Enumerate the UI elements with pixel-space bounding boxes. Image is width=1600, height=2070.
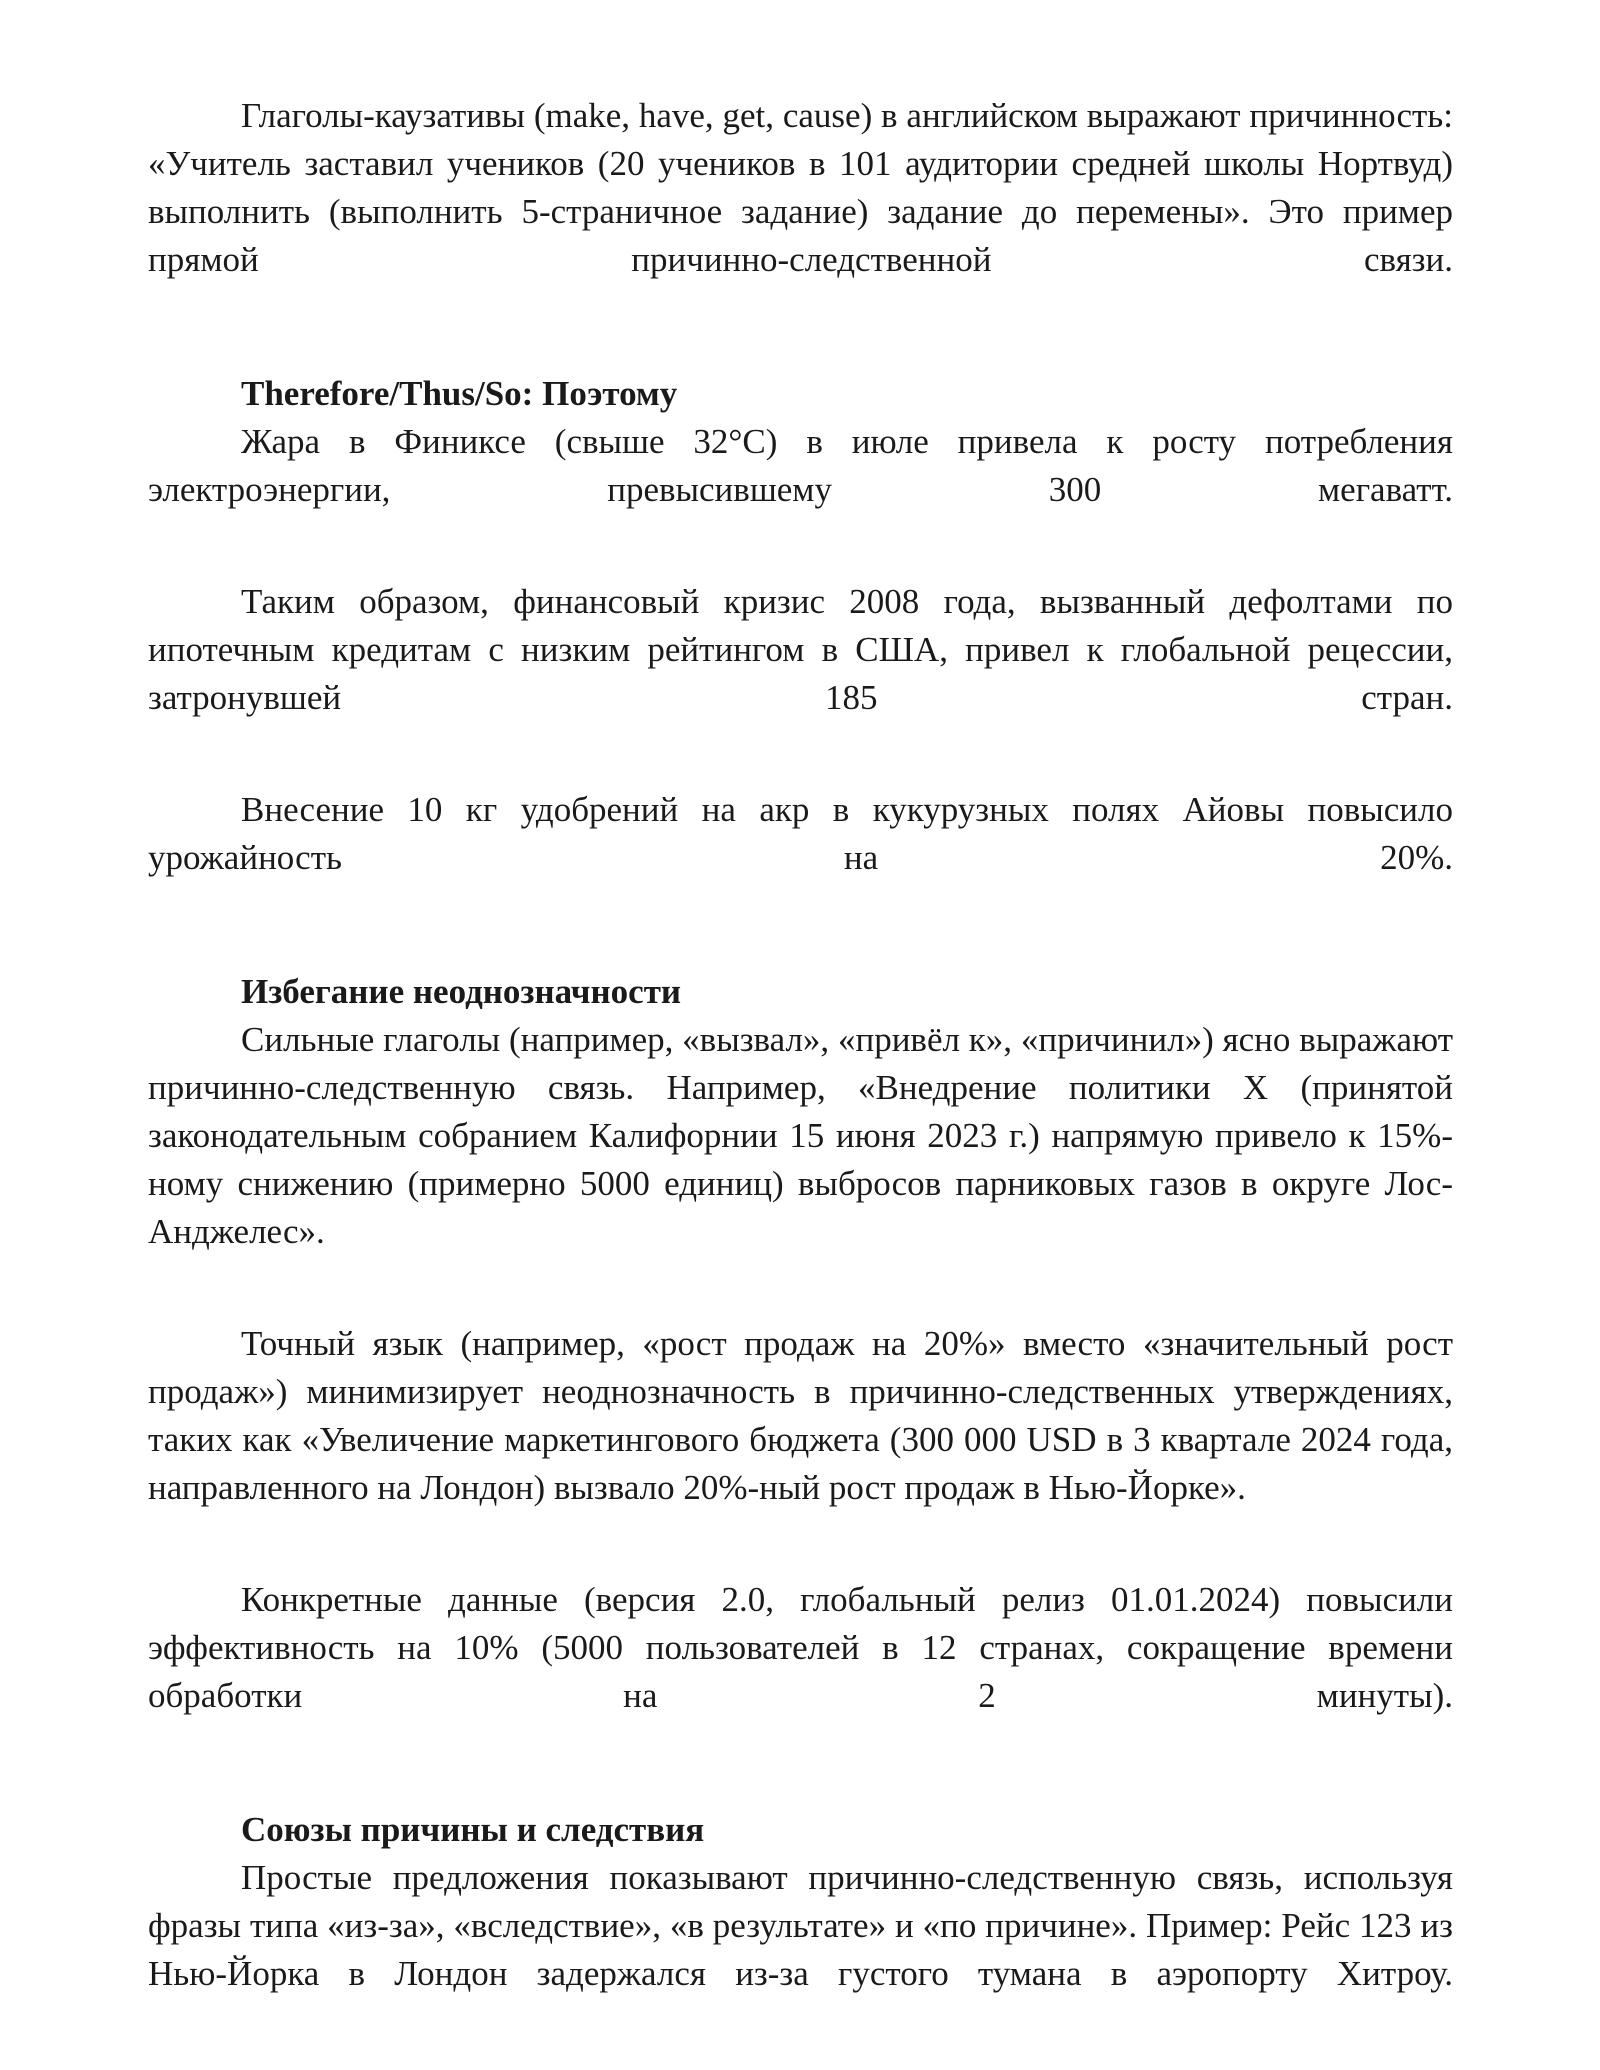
spacer: [148, 1720, 1453, 1806]
spacer: [148, 514, 1453, 578]
document-page: [148, 92, 1453, 1998]
spacer: [148, 1512, 1453, 1576]
spacer: [148, 1256, 1453, 1320]
heading-avoiding-ambiguity: Избегание неоднозначности: [241, 972, 682, 1011]
spacer: [148, 284, 1453, 370]
paragraph-financial-crisis: Таким образом, финансовый кризис 2008 года, вызванный дефолтами по ипотечным кредитам с низким рейтингом в США, привел к глобальной рецессии, затронувшей 185 стран.: [148, 582, 1453, 717]
paragraph-simple-sentences: Простые предложения показывают причинно-следственную связь, используя фразы типа «из-за», «вследствие», «в результате» и «по причине». Пример: Рейс 123 из Нью-Йорка в Лондон задержался из-за густого тумана в аэропорту Хитроу.: [148, 1858, 1453, 1993]
heading-therefore: Therefore/Thus/So: Поэтому: [241, 374, 678, 413]
spacer: [148, 722, 1453, 786]
paragraph-phoenix-heat: Жара в Финиксе (свыше 32°C) в июле привела к росту потребления электроэнергии, превысившему 300 мегаватт.: [148, 422, 1453, 509]
paragraph-precise-language: Точный язык (например, «рост продаж на 20%» вместо «значительный рост продаж») минимизирует неоднозначность в причинно-следственных утверждениях, таких как «Увеличение маркетингового бюджета (300 000 USD в 3 квартале 2024 года, направленного на Лондон) вызвало 20%-ный рост продаж в Нью-Йорке».: [148, 1324, 1453, 1507]
paragraph-causative-verbs: Глаголы-каузативы (make, have, get, cause) в английском выражают причинность: «Учитель заставил учеников (20 учеников в 101 аудитории средней школы Нортвуд) выполнить (выполнить 5-страничное задание) задание до перемены». Это пример прямой причинно-следственной связи.: [148, 96, 1453, 279]
paragraph-strong-verbs: Сильные глаголы (например, «вызвал», «привёл к», «причинил») ясно выражают причинно-следственную связь. Например, «Внедрение политики X (принятой законодательным собранием Калифорнии 15 июня 2023 г.) напрямую привело к 15%-ному снижению (примерно 5000 единиц) выбросов парниковых газов в округе Лос-Анджелес».: [148, 1020, 1453, 1251]
heading-cause-effect-conjunctions: Союзы причины и следствия: [241, 1810, 705, 1849]
paragraph-concrete-data: Конкретные данные (версия 2.0, глобальный релиз 01.01.2024) повысили эффективность на 10% (5000 пользователей в 12 странах, сокращение времени обработки на 2 минуты).: [148, 1580, 1453, 1715]
spacer: [148, 882, 1453, 968]
paragraph-fertilizer: Внесение 10 кг удобрений на акр в кукурузных полях Айовы повысило урожайность на 20%.: [148, 790, 1453, 877]
